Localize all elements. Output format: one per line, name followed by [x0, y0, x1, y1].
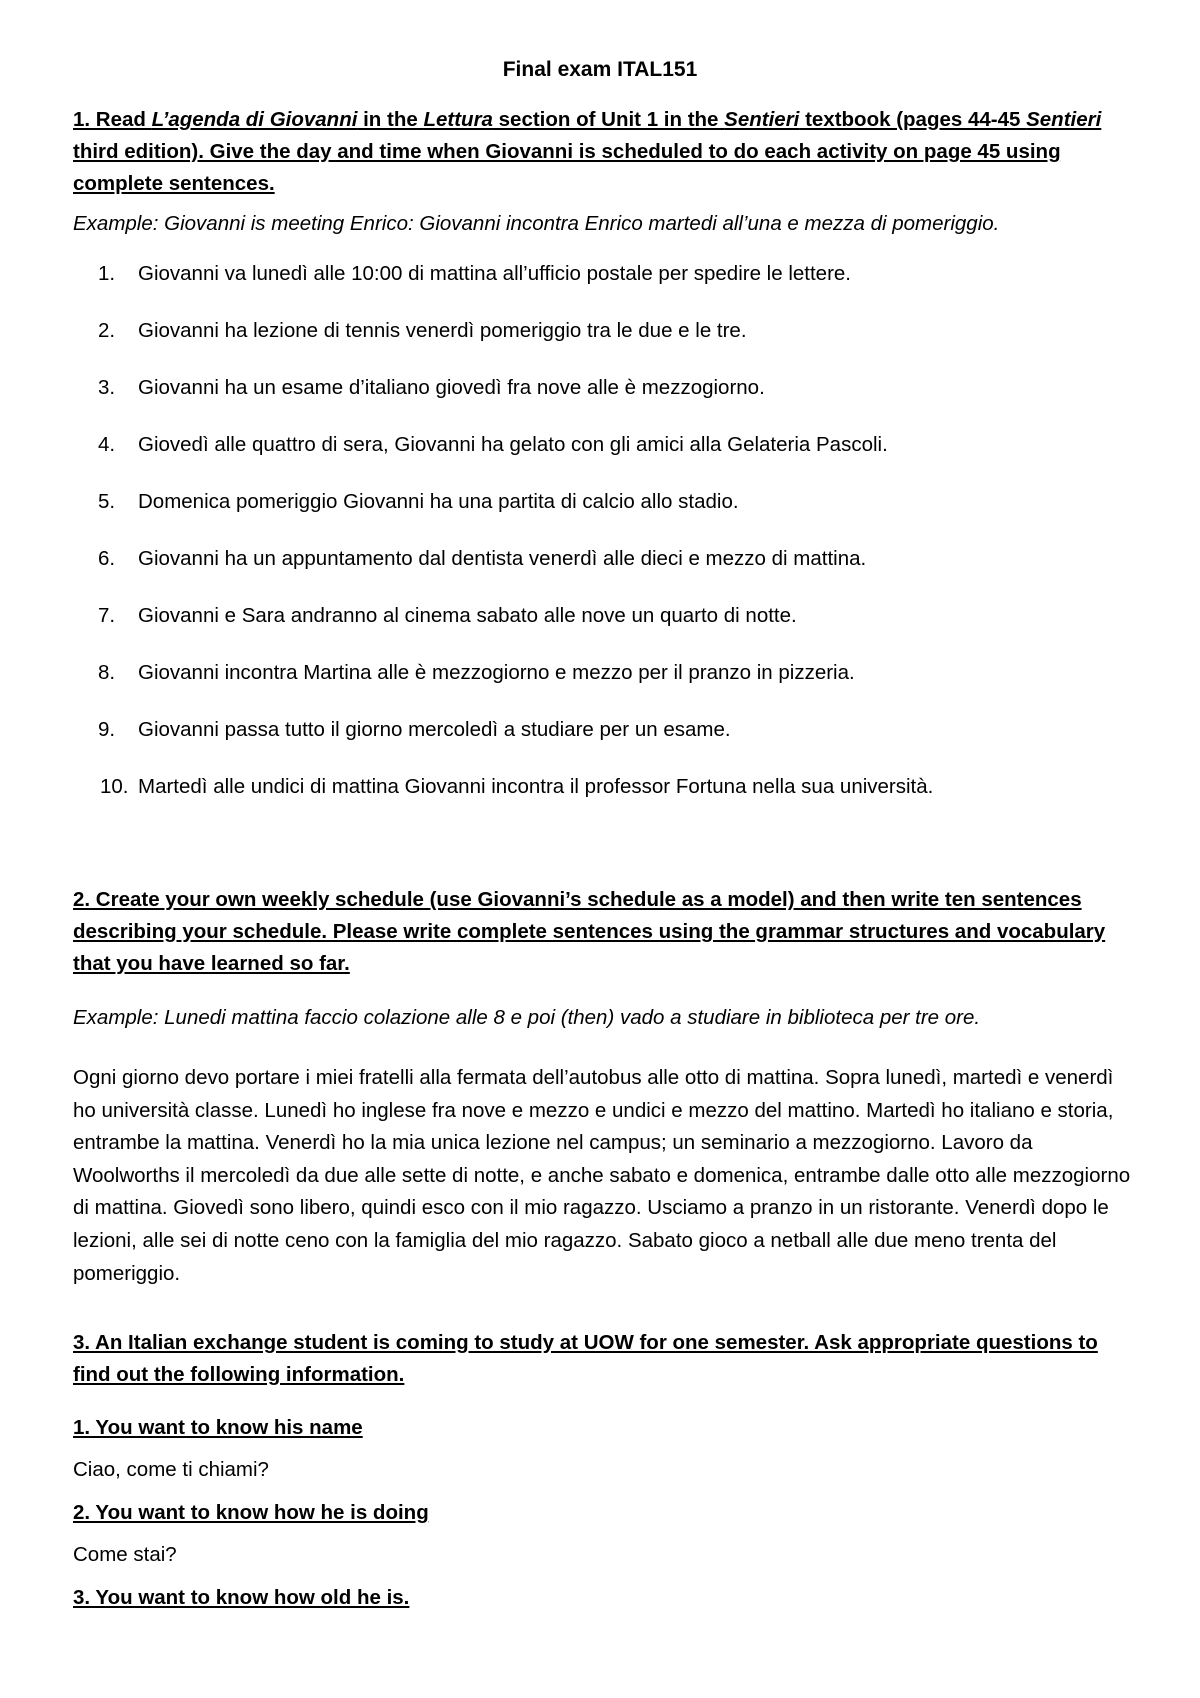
section-3-heading: 3. An Italian exchange student is coming to study at UOW for one semester. Ask appropriate questions to find out the following information.: [73, 1331, 1098, 1386]
page-title: Final exam ITAL151: [502, 58, 698, 81]
list-item: [73, 602, 1133, 659]
list-item: [73, 545, 1133, 602]
list-item-number: 2.: [98, 319, 116, 342]
section-2-heading: 2. Create your own weekly schedule (use Giovanni’s schedule as a model) and then write ten sentences describing your schedule. Please write complete sentences using the grammar structures and vocabulary that you have learned so far.: [73, 888, 1106, 975]
list-item: [73, 488, 1133, 545]
list-item: [73, 716, 1133, 773]
list-item-text: Martedì alle undici di mattina Giovanni incontra il professor Fortuna nella sua università.: [138, 775, 934, 798]
question-2-heading: 2. You want to know how he is doing: [73, 1501, 429, 1524]
list-item: [73, 773, 1133, 830]
section-1-example: Example: Giovanni is meeting Enrico: Giovanni incontra Enrico martedi all’una e mezza di pomeriggio.: [73, 212, 1000, 235]
list-item-number: 3.: [98, 376, 116, 399]
list-item-number: 7.: [98, 604, 116, 627]
list-item-number: 6.: [98, 547, 116, 570]
list-item-text: Giovanni ha un esame d’italiano giovedì fra nove alle è mezzogiorno.: [138, 376, 765, 399]
list-item-text: Giovedì alle quattro di sera, Giovanni ha gelato con gli amici alla Gelateria Pascoli.: [138, 433, 888, 456]
list-item-text: Giovanni ha un appuntamento dal dentista venerdì alle dieci e mezzo di mattina.: [138, 547, 867, 570]
question-3-heading: 3. You want to know how old he is.: [73, 1586, 410, 1609]
list-item-text: Domenica pomeriggio Giovanni ha una partita di calcio allo stadio.: [138, 490, 739, 513]
question-1-answer: Ciao, come ti chiami?: [73, 1458, 269, 1481]
section-2-example: Example: Lunedi mattina faccio colazione alle 8 e poi (then) vado a studiare in biblioteca per tre ore.: [73, 1006, 981, 1029]
list-item-text: Giovanni va lunedì alle 10:00 di mattina all’ufficio postale per spedire le lettere.: [138, 262, 851, 285]
schedule-paragraph: Ogni giorno devo portare i miei fratelli alla fermata dell’autobus alle otto di mattina. Sopra lunedì, martedì e venerdì ho università classe. Lunedì ho inglese fra nove e mezzo e undici e mezzo del mattino. Martedì ho italiano e storia, entrambe la mattina. Venerdì ho la mia unica lezione nel campus; un seminario a mezzogiorno. Lavoro da Woolworths il mercoledì da due alle sette di notte, e anche sabato e domenica, entrambe dalle otto alle mezzogiorno di mattina. Giovedì sono libero, quindi esco con il mio ragazzo. Usciamo a pranzo in un ristorante. Venerdì dopo le lezioni, alle sei di notte ceno con la famiglia del mio ragazzo. Sabato gioco a netball alle due meno trenta del pomeriggio.: [73, 1066, 1131, 1285]
list-item: [73, 317, 1133, 374]
question-2-answer: Come stai?: [73, 1543, 177, 1566]
list-item-number: 8.: [98, 661, 116, 684]
list-item: [73, 260, 1133, 317]
list-item-text: Giovanni e Sara andranno al cinema sabato alle nove un quarto di notte.: [138, 604, 797, 627]
answer-list: [73, 260, 1133, 830]
list-item-number: 5.: [98, 490, 116, 513]
list-item-text: Giovanni ha lezione di tennis venerdì pomeriggio tra le due e le tre.: [138, 319, 747, 342]
question-1-heading: 1. You want to know his name: [73, 1416, 363, 1439]
list-item-number: 10.: [100, 775, 129, 798]
list-item-number: 1.: [98, 262, 116, 285]
section-1-heading: 1. Read L’agenda di Giovanni in the Lettura section of Unit 1 in the Sentieri textbook (pages 44-45 Sentieri third edition). Give the day and time when Giovanni is scheduled to do each activity on page 45 using complete sentences.: [73, 108, 1102, 195]
list-item: [73, 374, 1133, 431]
list-item-number: 4.: [98, 433, 116, 456]
list-item: [73, 659, 1133, 716]
list-item-text: Giovanni incontra Martina alle è mezzogiorno e mezzo per il pranzo in pizzeria.: [138, 661, 855, 684]
list-item-number: 9.: [98, 718, 116, 741]
list-item-text: Giovanni passa tutto il giorno mercoledì a studiare per un esame.: [138, 718, 731, 741]
list-item: [73, 431, 1133, 488]
